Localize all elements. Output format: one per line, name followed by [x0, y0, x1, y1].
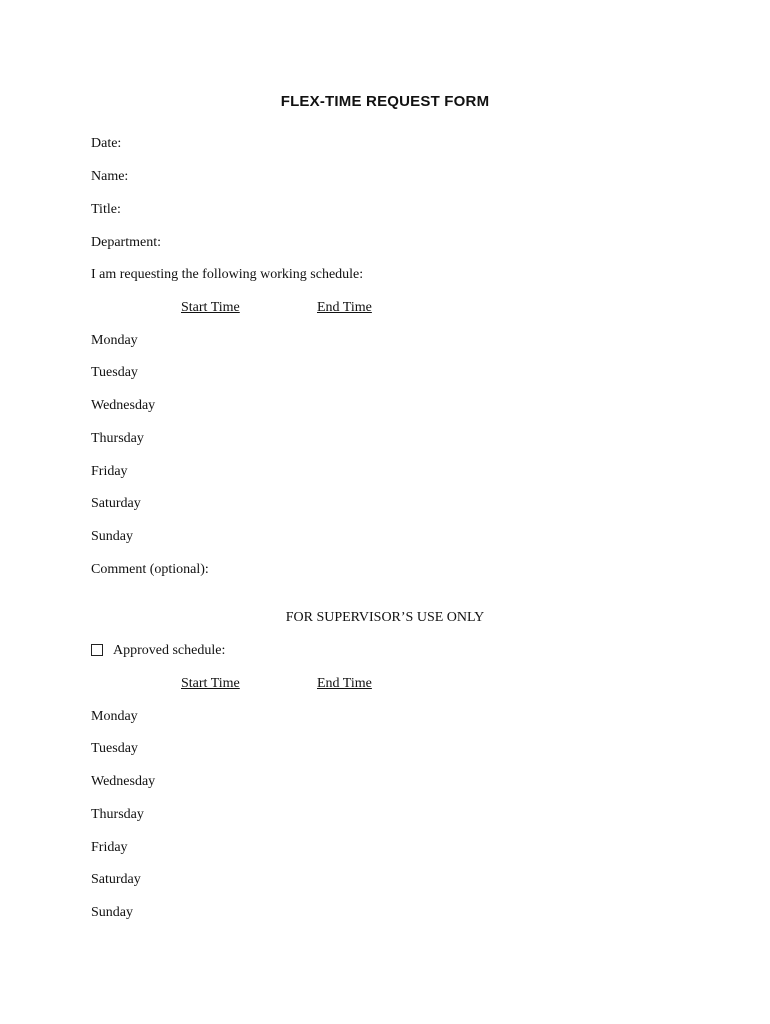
approved-end-time-header: End Time	[317, 676, 372, 691]
title-field-label[interactable]: Title:	[91, 202, 121, 217]
request-day-saturday[interactable]: Saturday	[91, 496, 141, 511]
approved-start-time-header: Start Time	[181, 676, 240, 691]
request-day-wednesday[interactable]: Wednesday	[91, 398, 156, 413]
approved-day-friday[interactable]: Friday	[91, 840, 128, 855]
request-intro-text: I am requesting the following working schedule:	[91, 267, 364, 282]
department-field-label[interactable]: Department:	[91, 235, 161, 250]
approved-day-sunday[interactable]: Sunday	[91, 905, 133, 920]
approved-schedule-checkbox[interactable]	[91, 644, 103, 656]
name-field-label[interactable]: Name:	[91, 169, 129, 184]
request-day-sunday[interactable]: Sunday	[91, 529, 133, 544]
date-field-label[interactable]: Date:	[91, 136, 122, 151]
supervisor-section-heading: FOR SUPERVISOR’S USE ONLY	[285, 610, 485, 625]
request-day-friday[interactable]: Friday	[91, 464, 128, 479]
approved-day-monday[interactable]: Monday	[91, 709, 138, 724]
request-day-thursday[interactable]: Thursday	[91, 431, 144, 446]
approved-day-thursday[interactable]: Thursday	[91, 807, 144, 822]
approved-day-saturday[interactable]: Saturday	[91, 872, 141, 887]
page-title: FLEX-TIME REQUEST FORM	[280, 93, 490, 110]
approved-schedule-label: Approved schedule:	[113, 643, 226, 658]
comment-field-label[interactable]: Comment (optional):	[91, 562, 209, 577]
request-day-monday[interactable]: Monday	[91, 333, 138, 348]
request-day-tuesday[interactable]: Tuesday	[91, 365, 138, 380]
approved-day-wednesday[interactable]: Wednesday	[91, 774, 156, 789]
request-end-time-header: End Time	[317, 300, 372, 315]
request-start-time-header: Start Time	[181, 300, 240, 315]
approved-day-tuesday[interactable]: Tuesday	[91, 741, 138, 756]
